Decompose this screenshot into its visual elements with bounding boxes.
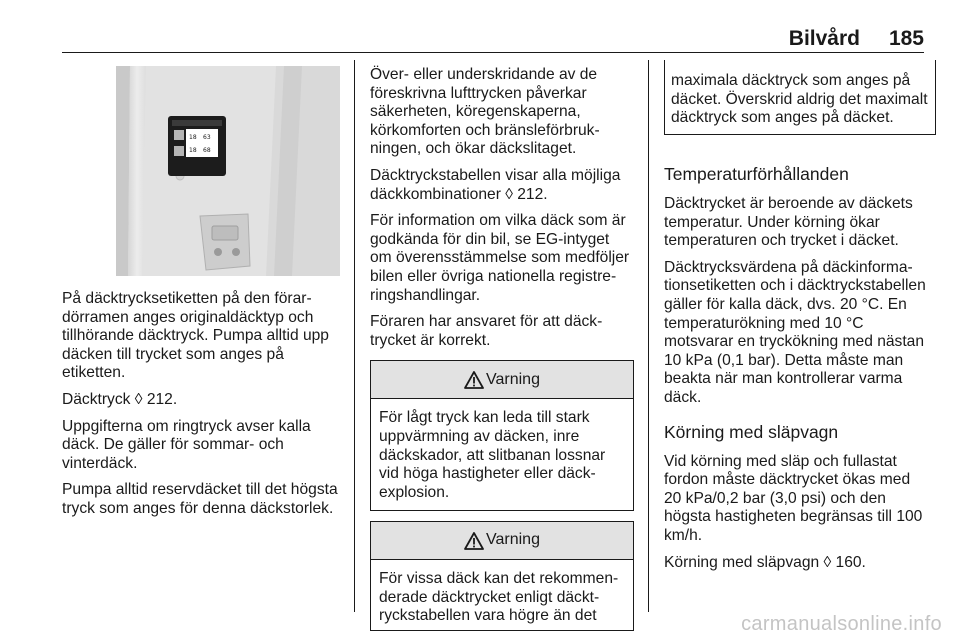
warning-text: För vissa däck kan det rekommenderade däcktrycket enligt däcktryckstabellen vara högre än det bbox=[379, 570, 619, 625]
warning-header bbox=[371, 522, 633, 560]
door-frame-tire-label-figure bbox=[116, 66, 340, 276]
paragraph: Uppgifterna om ringtryck avser kalla däck. De gäller för sommar- och vinterdäck. bbox=[62, 417, 311, 472]
paragraph: Vid körning med släp och fullastat fordon måste däcktrycket ökas med 20 kPa/0,2 bar (3,0 psi) och den högsta hastigheten begränsas till 100 km/h. bbox=[664, 452, 923, 544]
paragraph: På däcktrycksetiketten på den förardörramen anges originaldäcktyp och tillhörande däcktryck. Pumpa alltid upp däcken till trycket som anges på etiketten. bbox=[62, 290, 329, 382]
paragraph: Pumpa alltid reservdäcket till det högsta tryck som anges för denna däckstorlek. bbox=[62, 481, 338, 517]
label-value: 18 bbox=[189, 147, 197, 154]
column-divider bbox=[354, 60, 355, 612]
door-frame-illustration bbox=[116, 66, 340, 276]
paragraph: Däcktryckstabellen visar alla möjliga däckkombinationer ◊ 212. bbox=[370, 166, 621, 203]
page-header bbox=[62, 0, 924, 53]
watermark: carmanualsonline.info bbox=[741, 613, 942, 635]
paragraph: Över- eller underskridande av de föreskrivna lufttrycken påverkar säkerheten, köregenskaperna, körkomforten och bränsleförbrukningen, och ökar däckslitaget. bbox=[370, 66, 600, 158]
warning-title: Varning bbox=[486, 370, 540, 388]
paragraph: Däcktrycksvärdena på däckinformationsetiketten och i däcktryckstabellen gäller för kalla däck, dvs. 20 °C. En temperaturökning med 10 °C motsvarar en tryckökning med nästan 10 kPa (0,1 bar). Detta måste man beakta när man kontrollerar varma däck. bbox=[664, 258, 926, 406]
warning-box bbox=[370, 360, 634, 511]
paragraph: Däcktryck ◊ 212. bbox=[62, 390, 178, 408]
warning-title: Varning bbox=[486, 531, 540, 549]
column-left bbox=[62, 290, 340, 527]
label-value: 18 bbox=[189, 134, 197, 141]
warning-text: För lågt tryck kan leda till stark uppvärmning av däcken, inre däckskador, att slitbanan lossnar vid höga hastigheter eller däckexplosion. bbox=[379, 409, 606, 501]
warning-box bbox=[370, 521, 634, 631]
column-middle bbox=[370, 66, 634, 631]
warning-triangle-icon bbox=[464, 532, 484, 550]
label-value: 68 bbox=[203, 147, 211, 154]
heading-trailer: Körning med släpvagn bbox=[664, 421, 839, 442]
heading-temperature: Temperaturförhållanden bbox=[664, 164, 849, 184]
page-number: 185 bbox=[888, 27, 924, 50]
column-divider bbox=[648, 60, 649, 612]
warning-header bbox=[371, 361, 633, 399]
warning-triangle-icon bbox=[464, 371, 484, 389]
column-right bbox=[664, 164, 928, 580]
paragraph: Däcktrycket är beroende av däckets temperatur. Under körning ökar temperaturen och trycket i däcket. bbox=[664, 195, 913, 250]
paragraph: Körning med släpvagn ◊ 160. bbox=[664, 553, 866, 571]
paragraph: För information om vilka däck som är godkända för din bil, se EG-intyget om överensstämmelse som medföljer bilen eller övriga nationella registreringshandlingar. bbox=[370, 212, 630, 304]
warning-box-continued: maximala däcktryck som anges på däcket. Överskrid aldrig det maximalt däcktryck som anges på däcket. bbox=[664, 60, 936, 135]
label-value: 63 bbox=[203, 134, 211, 141]
door-striker bbox=[200, 214, 250, 270]
section-title: Bilvård bbox=[788, 27, 860, 50]
paragraph: Föraren har ansvaret för att däcktrycket är korrekt. bbox=[370, 313, 603, 349]
